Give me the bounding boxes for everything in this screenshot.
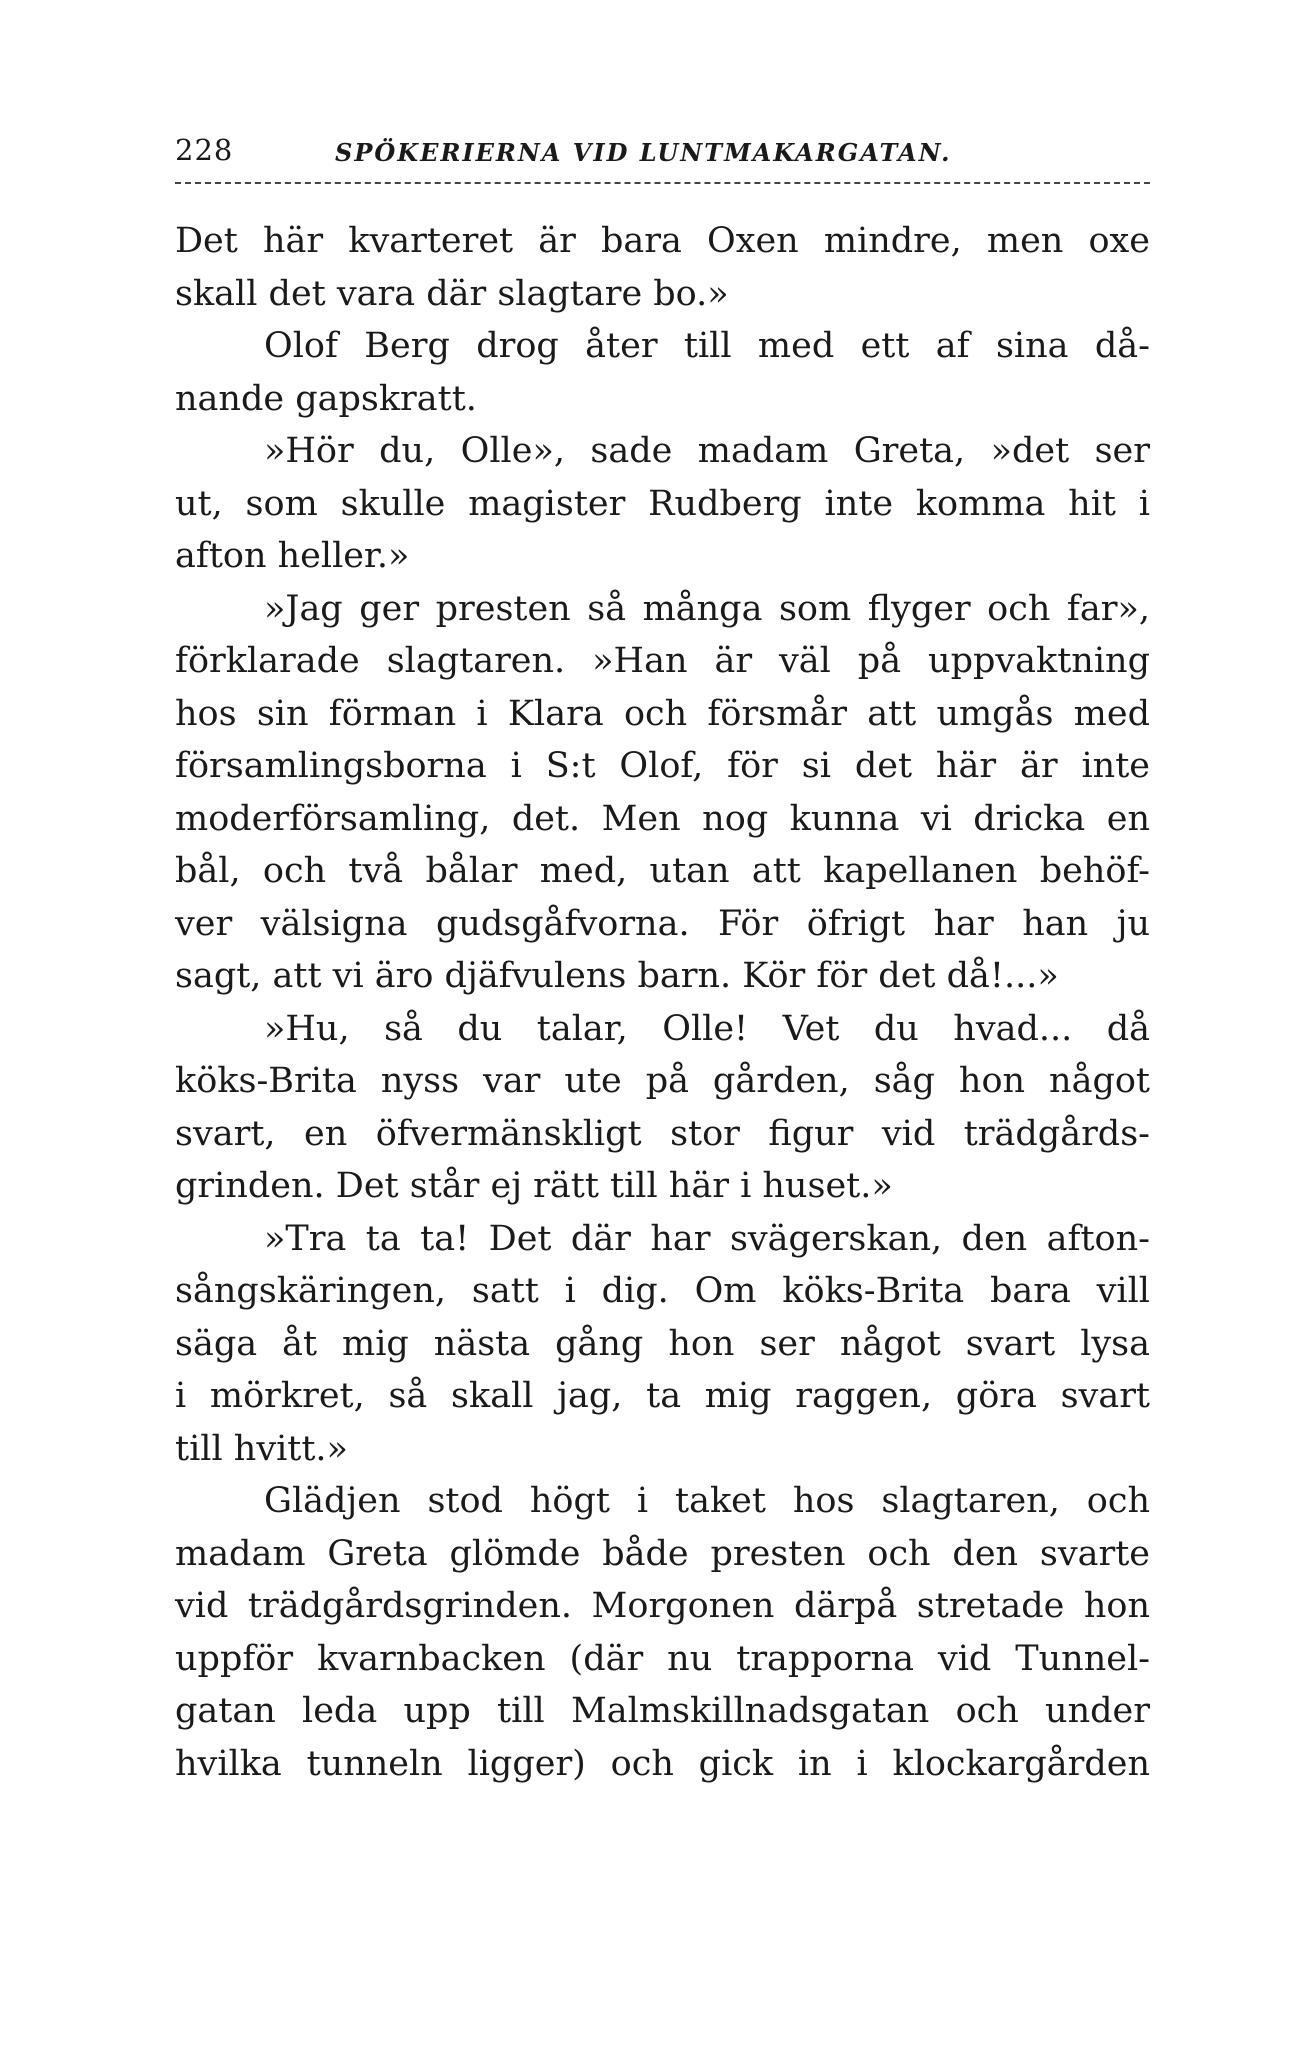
text-line: »Hör du, Olle», sade madam Greta, »det ser [264, 431, 1150, 471]
text-line: säga åt mig nästa gång hon ser något svart lysa [175, 1323, 1150, 1364]
text-line: moderförsamling, det. Men nog kunna vi dricka en [175, 798, 1150, 839]
text-line: köks-Brita nyss var ute på gården, såg hon något [175, 1061, 1150, 1101]
text-line: grinden. Det står ej rätt till här i huset.» [175, 1166, 893, 1206]
body-text [175, 215, 1150, 1790]
page-number: 228 [175, 133, 234, 167]
text-line: hvilka tunneln ligger) och gick in i klockargården [175, 1743, 1150, 1784]
text-line: ver välsigna gudsgåfvorna. För öfrigt har han ju [175, 903, 1150, 944]
page-header [175, 133, 1150, 173]
text-line: skall det vara där slagtare bo.» [175, 273, 729, 314]
text-line: hos sin förman i Klara och försmår att umgås med [175, 693, 1150, 734]
text-line: gatan leda upp till Malmskillnadsgatan och under [175, 1691, 1150, 1731]
text-line: bål, och två bålar med, utan att kapellanen behöf- [175, 851, 1150, 891]
text-line: församlingsborna i S:t Olof, för si det här är inte [175, 746, 1150, 786]
text-line: sagt, att vi äro djäfvulens barn. Kör för det då!...» [175, 956, 1059, 996]
text-line: »Tra ta ta! Det där har svägerskan, den afton- [264, 1218, 1150, 1259]
text-line: afton heller.» [175, 536, 410, 576]
text-line: Olof Berg drog åter till med ett af sina då- [264, 326, 1150, 366]
text-line: vid trädgårdsgrinden. Morgonen därpå stretade hon [175, 1586, 1150, 1626]
text-line: nande gapskratt. [175, 378, 477, 419]
text-line: förklarade slagtaren. »Han är väl på uppvaktning [175, 641, 1150, 681]
text-line: sångskäringen, satt i dig. Om köks-Brita bara vill [175, 1271, 1150, 1311]
text-line: svart, en öfvermänskligt stor figur vid trädgårds- [175, 1113, 1150, 1154]
header-rule [175, 182, 1150, 184]
text-line: »Hu, så du talar, Olle! Vet du hvad... då [264, 1008, 1150, 1049]
text-line: »Jag ger presten så många som flyger och far», [264, 588, 1150, 629]
running-title: SPÖKERIERNA VID LUNTMAKARGATAN. [335, 138, 952, 167]
text-line: ut, som skulle magister Rudberg inte komma hit i [175, 483, 1150, 524]
text-line: till hvitt.» [175, 1428, 348, 1469]
text-line: uppför kvarnbacken (där nu trapporna vid Tunnel- [175, 1638, 1150, 1679]
text-line: madam Greta glömde både presten och den svarte [175, 1533, 1150, 1574]
text-line: Det här kvarteret är bara Oxen mindre, men oxe [175, 221, 1150, 261]
text-line: Glädjen stod högt i taket hos slagtaren, och [264, 1481, 1150, 1521]
text-line: i mörkret, så skall jag, ta mig raggen, göra svart [175, 1376, 1150, 1416]
